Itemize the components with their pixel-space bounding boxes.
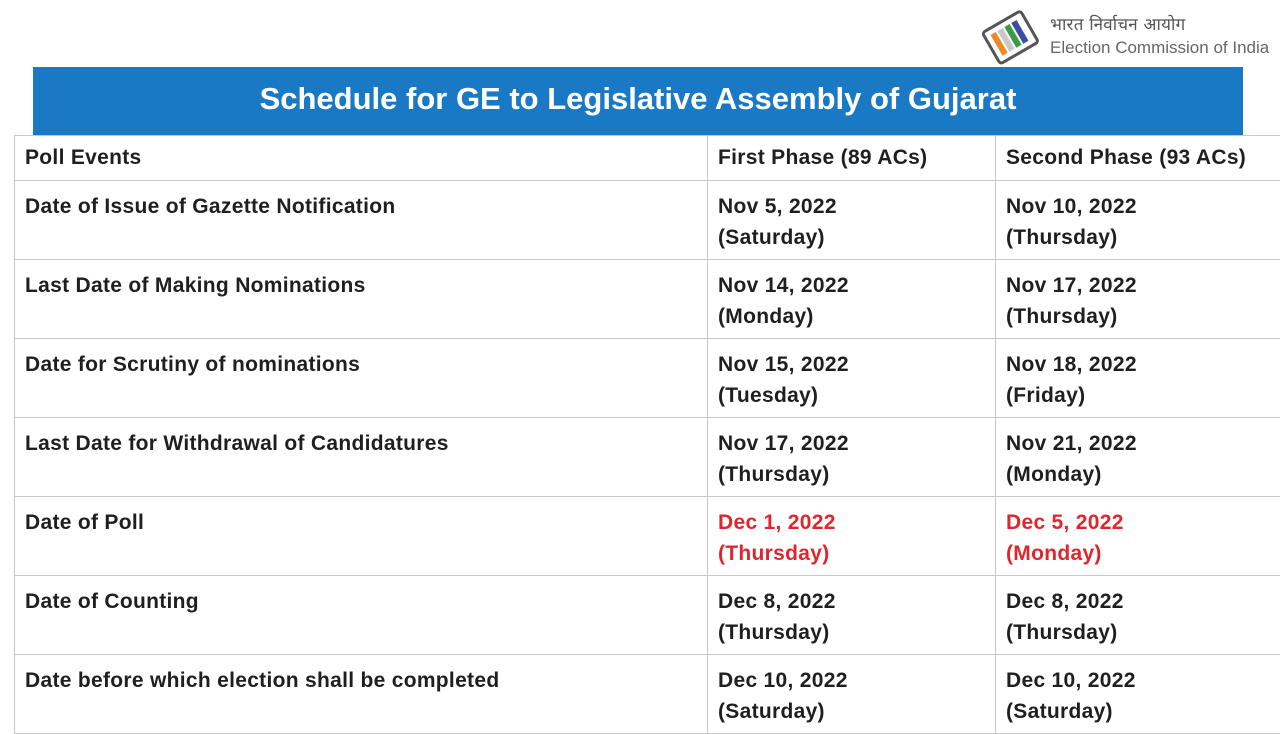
first-phase-cell <box>708 339 996 418</box>
second-phase-cell <box>996 655 1280 734</box>
day-text: (Saturday) <box>1006 696 1280 727</box>
event-cell: Date of Poll <box>15 497 708 576</box>
table-row <box>15 655 1280 734</box>
date-text: Dec 8, 2022 <box>1006 586 1280 617</box>
table-row <box>15 418 1280 497</box>
day-text: (Monday) <box>1006 538 1280 569</box>
date-text: Dec 5, 2022 <box>1006 507 1280 538</box>
day-text: (Monday) <box>718 301 985 332</box>
date-text: Nov 17, 2022 <box>718 428 985 459</box>
ballot-box-icon <box>976 6 1042 68</box>
logo-english-text: Election Commission of India <box>1050 38 1269 58</box>
first-phase-cell <box>708 260 996 339</box>
column-header-second-phase: Second Phase (93 ACs) <box>996 136 1280 181</box>
day-text: (Saturday) <box>718 222 985 253</box>
title-banner <box>33 67 1243 135</box>
schedule-table <box>14 135 1280 734</box>
event-cell: Date of Issue of Gazette Notification <box>15 181 708 260</box>
column-header-poll-events: Poll Events <box>15 136 708 181</box>
table-header-row <box>15 136 1280 181</box>
page-title: Schedule for GE to Legislative Assembly of Gujarat <box>33 81 1243 117</box>
day-text: (Thursday) <box>718 538 985 569</box>
day-text: (Thursday) <box>1006 617 1280 648</box>
event-cell: Last Date of Making Nominations <box>15 260 708 339</box>
date-text: Nov 21, 2022 <box>1006 428 1280 459</box>
date-text: Nov 14, 2022 <box>718 270 985 301</box>
date-text: Nov 5, 2022 <box>718 191 985 222</box>
date-text: Dec 10, 2022 <box>1006 665 1280 696</box>
first-phase-poll-cell <box>708 497 996 576</box>
date-text: Nov 17, 2022 <box>1006 270 1280 301</box>
event-cell: Date of Counting <box>15 576 708 655</box>
table-row-poll-date <box>15 497 1280 576</box>
second-phase-poll-cell <box>996 497 1280 576</box>
day-text: (Thursday) <box>1006 222 1280 253</box>
second-phase-cell <box>996 181 1280 260</box>
date-text: Nov 15, 2022 <box>718 349 985 380</box>
table-row <box>15 576 1280 655</box>
day-text: (Friday) <box>1006 380 1280 411</box>
event-cell: Date before which election shall be completed <box>15 655 708 734</box>
first-phase-cell <box>708 576 996 655</box>
date-text: Dec 1, 2022 <box>718 507 985 538</box>
second-phase-cell <box>996 339 1280 418</box>
day-text: (Thursday) <box>718 459 985 490</box>
date-text: Dec 8, 2022 <box>718 586 985 617</box>
date-text: Dec 10, 2022 <box>718 665 985 696</box>
first-phase-cell <box>708 655 996 734</box>
column-header-first-phase: First Phase (89 ACs) <box>708 136 996 181</box>
day-text: (Thursday) <box>1006 301 1280 332</box>
second-phase-cell <box>996 418 1280 497</box>
eci-logo <box>976 4 1280 64</box>
logo-hindi-text: भारत निर्वाचन आयोग <box>1050 12 1185 35</box>
second-phase-cell <box>996 576 1280 655</box>
day-text: (Tuesday) <box>718 380 985 411</box>
day-text: (Monday) <box>1006 459 1280 490</box>
second-phase-cell <box>996 260 1280 339</box>
date-text: Nov 18, 2022 <box>1006 349 1280 380</box>
day-text: (Thursday) <box>718 617 985 648</box>
day-text: (Saturday) <box>718 696 985 727</box>
table-row <box>15 181 1280 260</box>
first-phase-cell <box>708 181 996 260</box>
date-text: Nov 10, 2022 <box>1006 191 1280 222</box>
table-row <box>15 260 1280 339</box>
event-cell: Last Date for Withdrawal of Candidatures <box>15 418 708 497</box>
first-phase-cell <box>708 418 996 497</box>
table-row <box>15 339 1280 418</box>
event-cell: Date for Scrutiny of nominations <box>15 339 708 418</box>
